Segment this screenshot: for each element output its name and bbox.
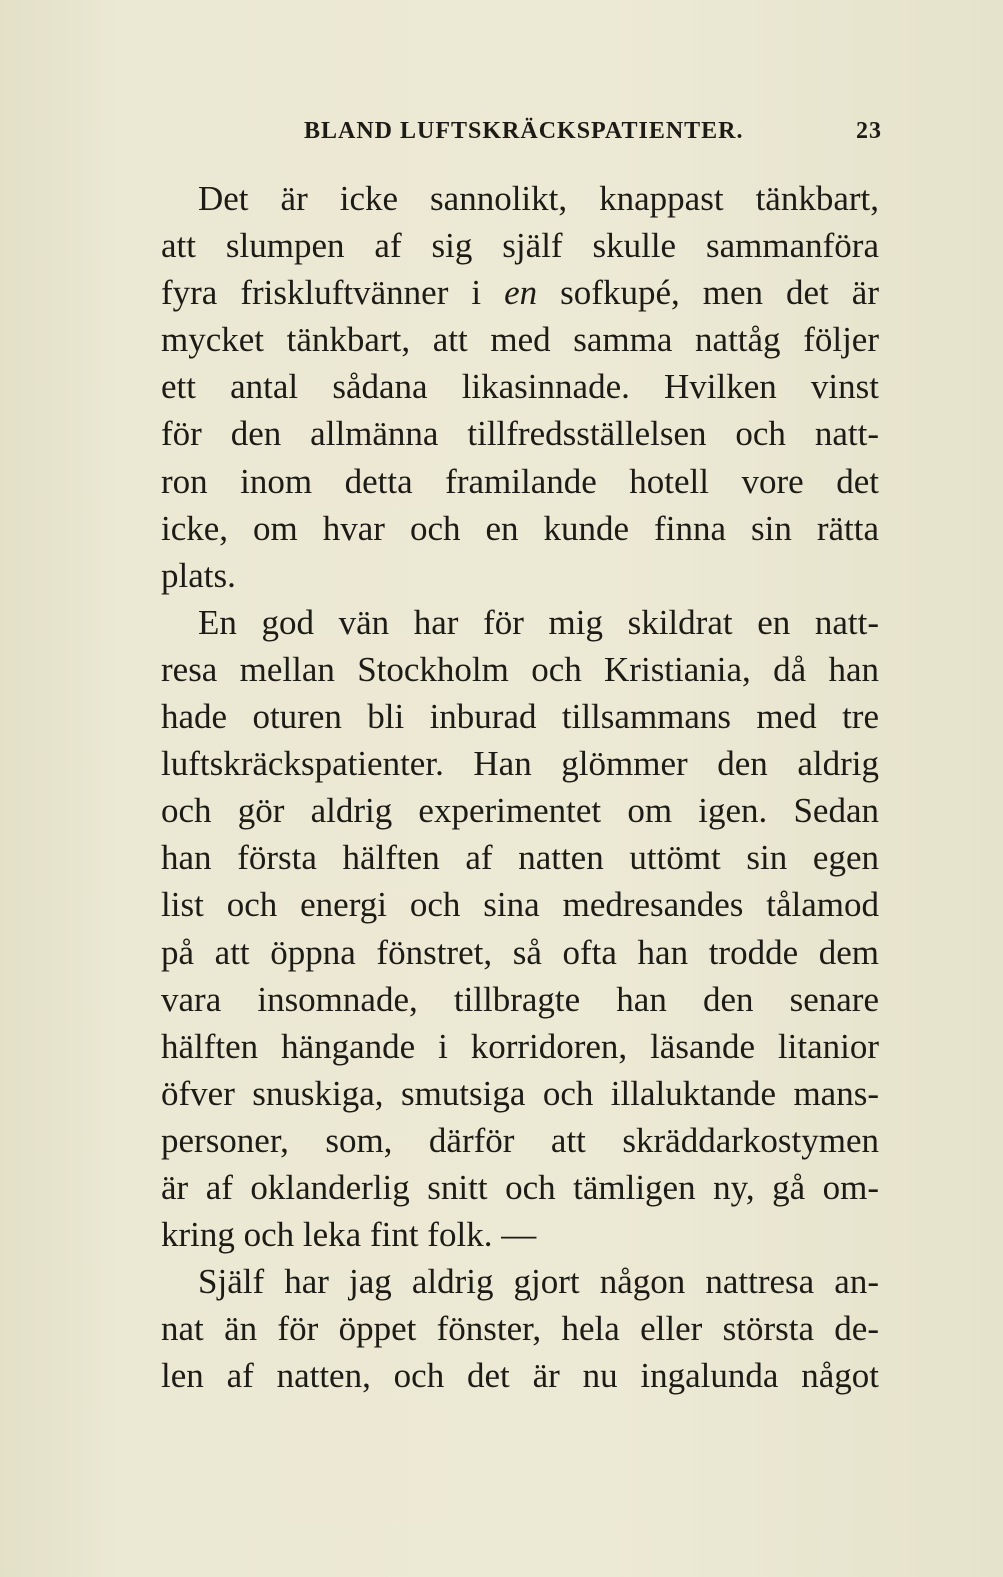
text-line: personer, som, därför att skräddarkostymen [161,1120,879,1160]
text-line: icke, om hvar och en kunde finna sin rätta [161,508,879,548]
text-line: En god vän har för mig skildrat en natt- [198,602,879,642]
text-line: vara insomnade, tillbragte han den senare [161,979,879,1019]
text-line: list och energi och sina medresandes tålamod [161,885,879,925]
text-line: han första hälften af natten uttömt sin egen [161,838,879,878]
text-line: fyra friskluftvänner i en sofkupé, men det är [161,273,879,313]
text-line: är af oklanderlig snitt och tämligen ny, gå om- [161,1167,879,1207]
text-line: plats. [161,555,236,595]
text-line: att slumpen af sig själf skulle sammanföra [161,226,879,266]
text-line: hade oturen bli inburad tillsammans med tre [161,697,879,737]
text-line: hälften hängande i korridoren, läsande litanior [161,1026,879,1066]
text-line: Själf har jag aldrig gjort någon nattresa an- [198,1262,879,1302]
running-title: BLAND LUFTSKRÄCKSPATIENTER. [304,118,744,144]
text-line: mycket tänkbart, att med samma nattåg följer [161,320,879,360]
text-line: resa mellan Stockholm och Kristiania, då han [161,649,879,689]
running-head [304,118,882,158]
text-line: öfver snuskiga, smutsiga och illaluktande mans- [161,1073,879,1113]
page-number: 23 [856,118,882,144]
text-line: luftskräckspatienter. Han glömmer den aldrig [161,744,879,784]
text-line: för den allmänna tillfredsställelsen och natt- [161,414,879,454]
text-line: kring och leka fint folk. — [161,1215,537,1255]
text-line: och gör aldrig experimentet om igen. Sedan [161,791,879,831]
text-line: nat än för öppet fönster, hela eller största de- [161,1309,879,1349]
text-line: len af natten, och det är nu ingalunda något [161,1356,879,1396]
italic-word: en [504,273,538,313]
text-line: ron inom detta framilande hotell vore det [161,461,879,501]
body-text [161,175,879,1399]
text-line: Det är icke sannolikt, knappast tänkbart, [198,179,879,218]
text-line: ett antal sådana likasinnade. Hvilken vinst [161,367,879,407]
text-line: på att öppna fönstret, så ofta han trodde dem [161,932,879,972]
